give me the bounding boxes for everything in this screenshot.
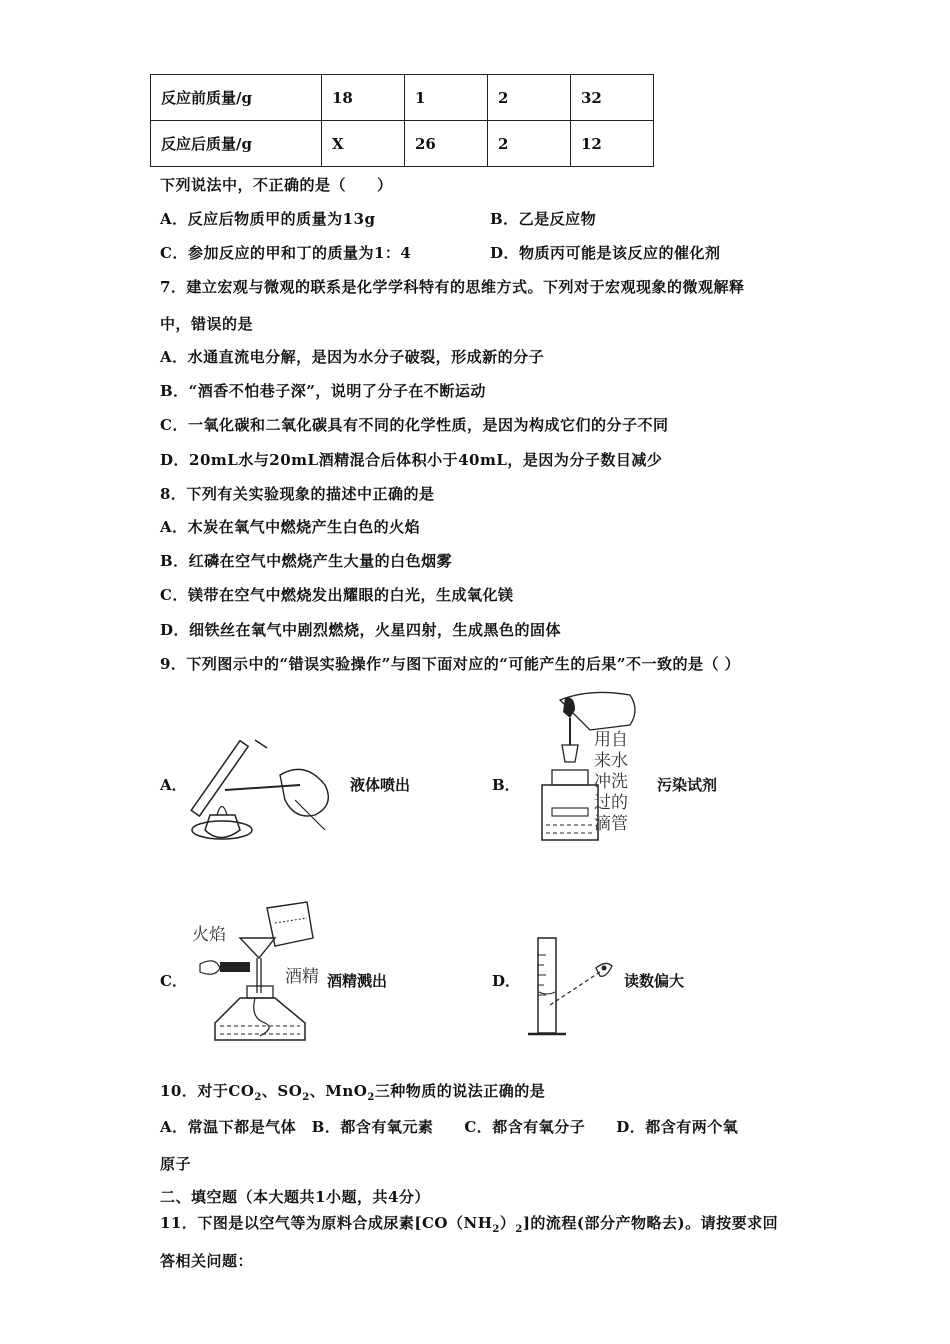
q9-option-a-letter: A． (160, 776, 187, 794)
q10-stem (160, 1080, 545, 1103)
table-cell: 26 (405, 121, 488, 167)
q10-options: A．常温下都是气体 B．都含有氧元素 C．都含有氧分子 D．都含有两个氧 (160, 1118, 739, 1136)
q11-stem-line1 (160, 1212, 778, 1235)
flame-label: 火焰 (192, 925, 226, 945)
q10-stem-part: 、MnO (309, 1082, 368, 1100)
q11-stem-part: 11．下图是以空气等为原料合成尿素[CO（NH (160, 1214, 493, 1232)
subscript: 2 (492, 1224, 500, 1235)
alcohol-label: 酒精 (285, 967, 319, 987)
q11-stem-part: ]的流程(部分产物略去)。请按要求回 (522, 1214, 779, 1232)
alcohol-lamp-figure (195, 898, 325, 1048)
subscript: 2 (515, 1224, 523, 1235)
subscript: 2 (367, 1092, 375, 1103)
q8-option-a: A．木炭在氧气中燃烧产生白色的火焰 (160, 518, 421, 536)
q11-stem-part: ） (499, 1214, 516, 1232)
q6-option-a: A．反应后物质甲的质量为13g (160, 210, 376, 228)
q7-option-d: D．20mL水与20mL酒精混合后体积小于40mL，是因为分子数目减少 (160, 451, 663, 469)
dropper-label-line: 冲洗 (594, 772, 628, 792)
q9-option-c-result: 酒精溅出 (327, 972, 388, 990)
dropper-label-line: 过的 (594, 793, 628, 813)
table-cell: 2 (488, 121, 571, 167)
row-label: 反应前质量/g (151, 75, 322, 121)
table-cell: 1 (405, 75, 488, 121)
q9-option-a-result: 液体喷出 (350, 776, 411, 794)
q10-stem-part: 、SO (261, 1082, 303, 1100)
q7-option-b: B．“酒香不怕巷子深”，说明了分子在不断运动 (160, 382, 486, 400)
q6-option-b: B．乙是反应物 (490, 210, 597, 228)
q6-option-c: C．参加反应的甲和丁的质量为1：4 (160, 244, 412, 262)
q7-option-a: A．水通直流电分解，是因为水分子破裂，形成新的分子 (160, 348, 545, 366)
q9-option-b-letter: B． (492, 776, 520, 794)
q8-stem: 8．下列有关实验现象的描述中正确的是 (160, 485, 435, 503)
heating-test-tube-figure (185, 730, 340, 850)
table-row (151, 75, 654, 121)
q10-stem-part: 10．对于CO (160, 1082, 255, 1100)
q7-stem-line2: 中，错误的是 (160, 315, 254, 333)
q8-option-c: C．镁带在空气中燃烧发出耀眼的白光，生成氧化镁 (160, 586, 514, 604)
dropper-label-line: 来水 (594, 751, 628, 771)
table-cell: 18 (322, 75, 405, 121)
q9-option-d-letter: D． (492, 972, 521, 990)
table-cell: X (322, 121, 405, 167)
q7-option-c: C．一氧化碳和二氧化碳具有不同的化学性质，是因为构成它们的分子不同 (160, 416, 669, 434)
q9-option-c-letter: C． (160, 972, 187, 990)
graduated-cylinder-figure (520, 930, 620, 1045)
subscript: 2 (254, 1092, 262, 1103)
mass-table (150, 74, 654, 167)
row-label: 反应后质量/g (151, 121, 322, 167)
dropper-label (594, 730, 628, 835)
section-heading: 二、填空题（本大题共1小题，共4分） (160, 1188, 430, 1206)
q9-stem: 9．下列图示中的“错误实验操作”与图下面对应的“可能产生的后果”不一致的是（ ） (160, 655, 741, 673)
table-cell: 32 (571, 75, 654, 121)
table-row (151, 121, 654, 167)
dropper-bottle-figure (530, 690, 650, 845)
q6-stem: 下列说法中，不正确的是（ ） (160, 176, 393, 194)
q7-stem-line1: 7．建立宏观与微观的联系是化学学科特有的思维方式。下列对于宏观现象的微观解释 (160, 278, 745, 296)
dropper-label-line: 滴管 (594, 814, 628, 834)
q11-stem-line2: 答相关问题： (160, 1252, 254, 1270)
q8-option-d: D．细铁丝在氧气中剧烈燃烧，火星四射，生成黑色的固体 (160, 621, 562, 639)
q9-option-d-result: 读数偏大 (624, 972, 685, 990)
q10-stem-part: 三种物质的说法正确的是 (374, 1082, 546, 1100)
subscript: 2 (302, 1092, 310, 1103)
table-cell: 2 (488, 75, 571, 121)
q6-option-d: D．物质丙可能是该反应的催化剂 (490, 244, 721, 262)
dropper-label-line: 用自 (594, 730, 628, 750)
table-cell: 12 (571, 121, 654, 167)
q9-option-b-result: 污染试剂 (657, 776, 718, 794)
q10-options-continued: 原子 (160, 1155, 192, 1173)
q8-option-b: B．红磷在空气中燃烧产生大量的白色烟雾 (160, 552, 453, 570)
